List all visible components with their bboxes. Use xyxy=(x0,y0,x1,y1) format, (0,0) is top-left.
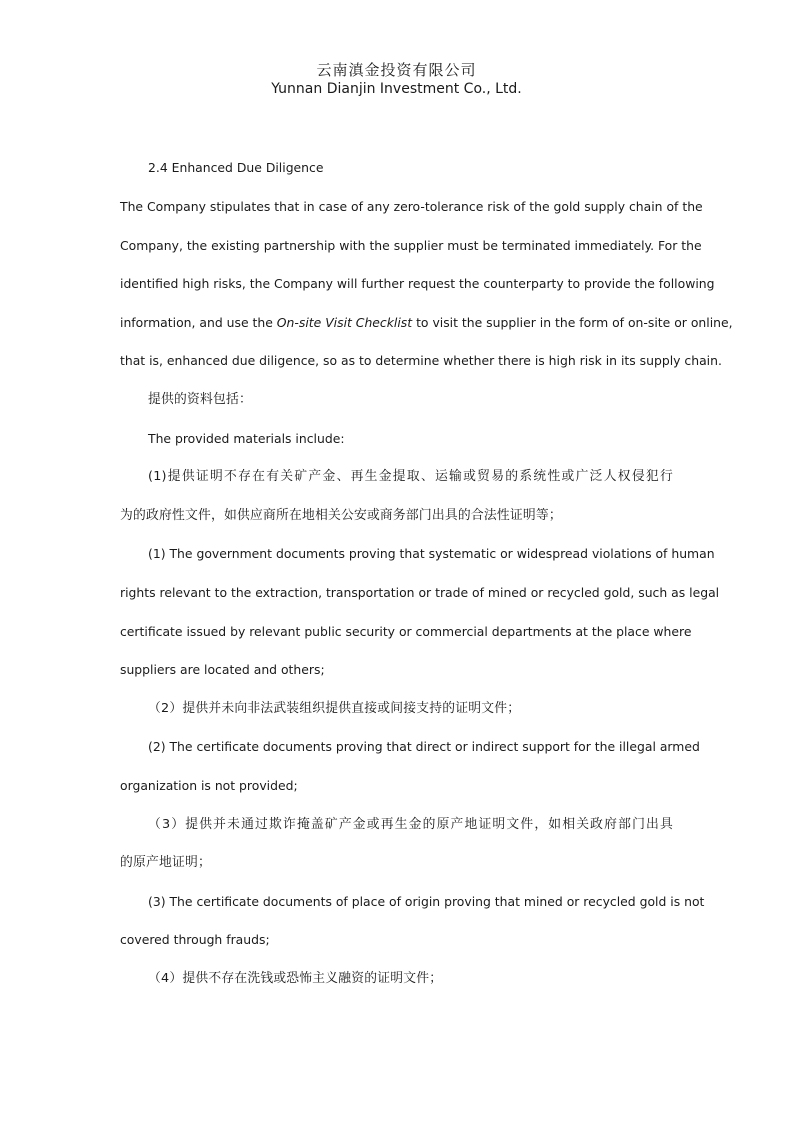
item-2-en-line: (2) The certificate documents proving that direct or indirect support for the illegal armed xyxy=(148,739,700,754)
section-heading: 2.4 Enhanced Due Diligence xyxy=(148,160,324,175)
item-3-cn-line: （3）提供并未通过欺诈掩盖矿产金或再生金的原产地证明文件，如相关政府部门出具 xyxy=(148,817,673,832)
company-name-cn: 云南滇金投资有限公司 xyxy=(316,61,477,79)
item-1-cn-line: 为的政府性文件，如供应商所在地相关公安或商务部门出具的合法性证明等； xyxy=(120,508,562,523)
item-1-en-line: (1) The government documents proving that systematic or widespread violations of human xyxy=(148,546,715,561)
item-2-cn: （2）提供并未向非法武装组织提供直接或间接支持的证明文件； xyxy=(148,701,521,716)
paragraph-line: identified high risks, the Company will further request the counterparty to provide the following xyxy=(120,276,715,291)
paragraph-line xyxy=(120,313,733,333)
paragraph-line: that is, enhanced due diligence, so as to determine whether there is high risk in its supply chain. xyxy=(120,353,722,368)
company-name-en: Yunnan Dianjin Investment Co., Ltd. xyxy=(271,81,522,97)
paragraph-line: Company, the existing partnership with the supplier must be terminated immediately. For the xyxy=(120,238,702,253)
item-3-en-line: covered through frauds; xyxy=(120,932,270,947)
item-3-cn-line: 的原产地证明； xyxy=(120,855,211,870)
materials-heading-cn: 提供的资料包括： xyxy=(148,392,252,407)
checklist-title: On-site Visit Checklist xyxy=(276,315,413,330)
item-4-cn: （4）提供不存在洗钱或恐怖主义融资的证明文件； xyxy=(148,971,443,986)
paragraph-line: The Company stipulates that in case of any zero-tolerance risk of the gold supply chain of the xyxy=(120,199,703,214)
item-1-en-line: certificate issued by relevant public security or commercial departments at the place where xyxy=(120,624,692,639)
item-2-en-line: organization is not provided; xyxy=(120,778,298,793)
item-3-en-line: (3) The certificate documents of place of origin proving that mined or recycled gold is not xyxy=(148,894,705,909)
item-1-en-line: rights relevant to the extraction, transportation or trade of mined or recycled gold, such as legal xyxy=(120,585,720,600)
materials-heading-en: The provided materials include: xyxy=(148,431,345,446)
item-1-cn-line: (1)提供证明不存在有关矿产金、再生金提取、运输或贸易的系统性或广泛人权侵犯行 xyxy=(148,469,673,484)
text-run: information, and use the xyxy=(120,315,277,330)
item-1-en-line: suppliers are located and others; xyxy=(120,662,325,677)
text-run: to visit the supplier in the form of on-site or online, xyxy=(412,315,733,330)
